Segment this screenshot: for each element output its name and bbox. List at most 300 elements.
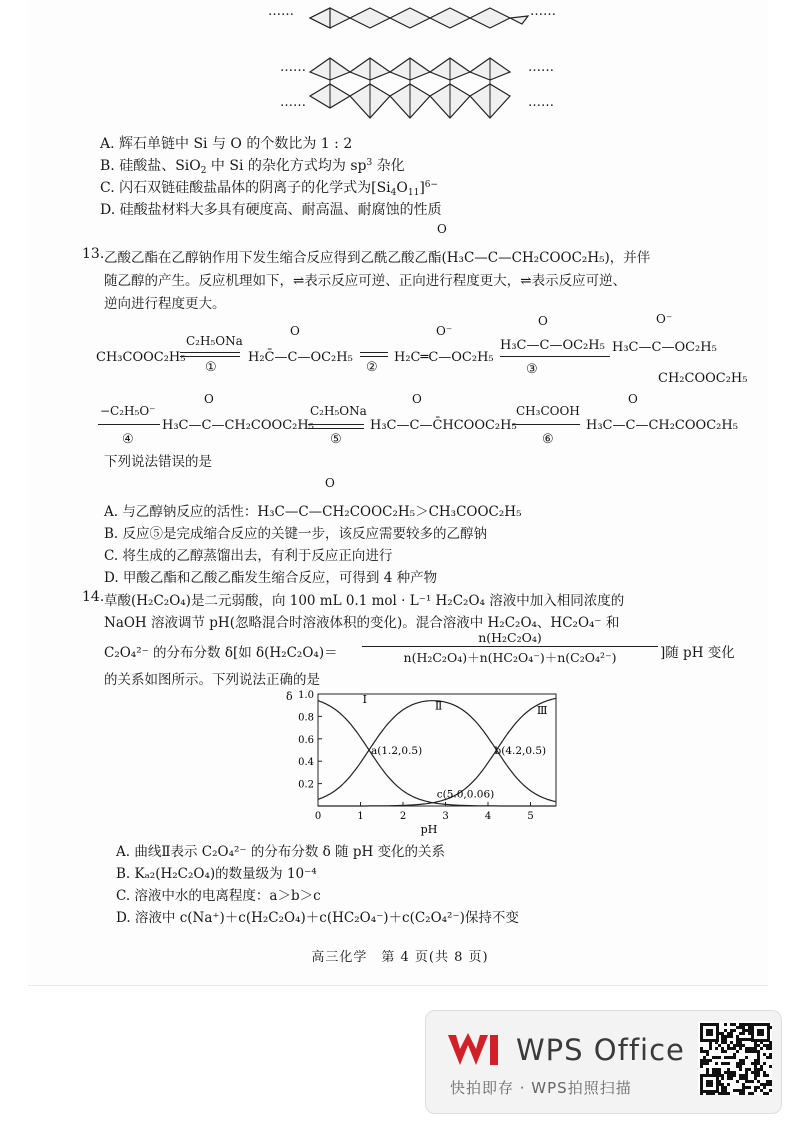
qr-module [721,1077,724,1080]
x-tick-label: 5 [527,811,534,822]
q13-option-b: B. 反应⑤是完成缩合反应的关键一步，该反应需要较多的乙醇钠 [104,526,488,542]
qr-module [769,1044,772,1047]
qr-module [766,1047,769,1050]
y-tick-label: 0.2 [298,779,314,791]
mech-step3-number: ③ [526,362,538,377]
qr-module [745,1050,748,1053]
qr-module [745,1023,748,1026]
qr-module [700,1065,703,1068]
qr-module [757,1080,760,1083]
qr-module [754,1047,757,1050]
qr-module [721,1050,724,1053]
mech-final-o: O [628,392,638,406]
qr-module [733,1047,736,1050]
qr-module [721,1074,724,1077]
qr-module [742,1092,745,1095]
qr-module [736,1044,739,1047]
qr-module [751,1080,754,1083]
qr-module [736,1026,739,1029]
qr-module [742,1077,745,1080]
qr-module [730,1023,733,1026]
qr-module [754,1065,757,1068]
qr-module [745,1077,748,1080]
qr-module [712,1068,715,1071]
qr-module [757,1056,760,1059]
qr-module [754,1062,757,1065]
qr-module [736,1041,739,1044]
q14-stem-line3-post: ]随 pH 变化 [660,645,735,661]
qr-module [754,1044,757,1047]
mech-step4-reagent: −C₂H₅O⁻ [100,404,156,418]
q13-stem-carbonyl-o: O [437,222,447,236]
mech-species-stabilized-anion: H₃C—C—C̄HCOOC₂H₅ [370,418,517,433]
qr-finder [706,1029,713,1036]
qr-module [721,1035,724,1038]
qr-module [745,1080,748,1083]
qr-module [757,1044,760,1047]
qr-module [754,1089,757,1092]
qr-module [748,1047,751,1050]
qr-module [754,1071,757,1074]
qr-module [724,1029,727,1032]
qr-module [757,1086,760,1089]
qr-module [736,1050,739,1053]
qr-module [730,1029,733,1032]
q13-stem-line2: 随乙醇的产生。反应机理如下，⇌表示反应可逆、正向进行程度更大，⇌表示反应可逆、 [104,273,627,289]
qr-module [724,1050,727,1053]
qr-module [745,1047,748,1050]
qr-module [730,1035,733,1038]
qr-module [748,1038,751,1041]
qr-module [754,1077,757,1080]
qr-module [706,1071,709,1074]
qr-module [715,1047,718,1050]
qr-module [736,1089,739,1092]
qr-module [712,1071,715,1074]
qr-module [754,1074,757,1077]
qr-module [745,1074,748,1077]
q13-option-c: C. 将生成的乙醇蒸馏出去，有利于反应正向进行 [104,548,393,564]
mech-step2-number: ② [366,360,378,375]
mech-step6-reagent: CH₃COOH [516,404,580,418]
qr-module [748,1026,751,1029]
qr-module [733,1053,736,1056]
qr-module [739,1059,742,1062]
qr-module [700,1050,703,1053]
qr-module [706,1053,709,1056]
mech-step2-arrow [360,352,388,353]
qr-module [706,1062,709,1065]
q13-option-a: A. 与乙醇钠反应的活性：H₃C—C—CH₂COOC₂H₅＞CH₃COOC₂H₅ [104,504,522,520]
q14-number: 14. [82,589,105,605]
q12-option-a: A. 辉石单链中 Si 与 O 的个数比为 1 : 2 [100,136,353,152]
qr-module [733,1044,736,1047]
qr-module [769,1047,772,1050]
q14-fraction-denominator: n(H₂C₂O₄)＋n(HC₂O₄⁻)＋n(C₂O₄²⁻) [403,650,617,665]
qr-module [724,1086,727,1089]
qr-module [721,1038,724,1041]
qr-module [739,1038,742,1041]
qr-module [736,1035,739,1038]
qr-module [727,1074,730,1077]
qr-module [706,1068,709,1071]
qr-module [733,1071,736,1074]
qr-module [757,1062,760,1065]
qr-module [742,1038,745,1041]
qr-module [739,1068,742,1071]
qr-module [760,1065,763,1068]
qr-module [757,1059,760,1062]
mech-step5-arrow [308,424,364,425]
qr-module [724,1056,727,1059]
qr-module [733,1056,736,1059]
qr-module [721,1086,724,1089]
qr-module [766,1092,769,1095]
qr-module [739,1041,742,1044]
qr-module [727,1032,730,1035]
qr-module [727,1083,730,1086]
q14-option-d: D. 溶液中 c(Na⁺)＋c(H₂C₂O₄)＋c(HC₂O₄⁻)＋c(C₂O₄²⁻)保持不变 [116,910,519,926]
qr-module [760,1047,763,1050]
qr-module [763,1086,766,1089]
qr-module [739,1074,742,1077]
mech-species-final-product: H₃C—C—CH₂COOC₂H₅ [586,418,738,433]
qr-module [727,1071,730,1074]
mech-enol-o: O⁻ [436,324,453,338]
qr-module [763,1071,766,1074]
qr-finder [706,1080,713,1087]
qr-module [700,1062,703,1065]
qr-module [724,1041,727,1044]
mech-step5-reagent: C₂H₅ONa [310,404,367,418]
mech-step5-number: ⑤ [330,432,342,447]
qr-module [763,1053,766,1056]
qr-module [763,1074,766,1077]
qr-module [709,1047,712,1050]
qr-module [745,1086,748,1089]
y-axis-label: δ [286,690,293,703]
qr-module [715,1062,718,1065]
qr-module [736,1065,739,1068]
qr-module [736,1080,739,1083]
qr-module [724,1089,727,1092]
mech-step1-reagent: C₂H₅ONa [186,334,243,348]
qr-module [721,1089,724,1092]
qr-module [748,1092,751,1095]
qr-module [721,1041,724,1044]
chain-dots-right-3: …… [528,95,554,110]
qr-finder [757,1029,764,1036]
qr-module [751,1047,754,1050]
y-tick-label: 0.6 [298,734,314,746]
distribution-chart [280,684,570,836]
qr-module [727,1044,730,1047]
qr-module [739,1062,742,1065]
qr-module [718,1071,721,1074]
qr-module [763,1044,766,1047]
qr-module [751,1062,754,1065]
q14-stem-line4: 的关系如图所示。下列说法正确的是 [104,672,320,688]
mech-species-carbanion: H₂C̄—C—OC₂H₅ [248,350,353,365]
qr-module [766,1056,769,1059]
chain-dots-left-2: …… [280,60,306,75]
chain-dots-right-2: …… [528,60,554,75]
series-label-1: Ⅰ [362,692,367,706]
qr-module [727,1068,730,1071]
qr-module [745,1068,748,1071]
qr-module [742,1059,745,1062]
qr-code-icon [698,1021,772,1095]
qr-module [760,1083,763,1086]
x-tick-label: 3 [442,811,449,822]
qr-module [757,1071,760,1074]
qr-module [763,1062,766,1065]
q12-option-d: D. 硅酸盐材料大多具有硬度高、耐高温、耐腐蚀的性质 [100,202,442,218]
qr-module [721,1083,724,1086]
q13-option-d: D. 甲酸乙酯和乙酸乙酯发生缩合反应，可得到 4 种产物 [104,570,438,586]
qr-module [709,1059,712,1062]
qr-module [721,1047,724,1050]
q14-option-b: B. Kₐ₂(H₂C₂O₄)的数量级为 10⁻⁴ [116,866,317,882]
y-tick-label: 0.4 [298,757,314,769]
qr-module [712,1056,715,1059]
qr-module [733,1089,736,1092]
qr-module [757,1074,760,1077]
qr-module [742,1062,745,1065]
qr-module [745,1029,748,1032]
mech-species-ester-reagent: H₃C—C—OC₂H₅ [500,338,605,353]
qr-module [748,1080,751,1083]
qr-module [742,1026,745,1029]
qr-module [739,1032,742,1035]
qr-module [739,1026,742,1029]
qr-module [727,1047,730,1050]
chain-dots-right-1: …… [530,4,556,19]
qr-module [703,1059,706,1062]
q14-stem-line1: 草酸(H₂C₂O₄)是二元弱酸，向 100 mL 0.1 mol · L⁻¹ H₂C₂O₄ 溶液中加入相同浓度的 [104,593,625,609]
qr-module [754,1059,757,1062]
mech-step1-arrow [180,352,240,353]
qr-module [721,1092,724,1095]
qr-module [724,1023,727,1026]
qr-module [703,1062,706,1065]
qr-module [751,1092,754,1095]
q14-option-c: C. 溶液中水的电离程度：a＞b＞c [116,888,321,904]
qr-module [745,1071,748,1074]
qr-module [718,1044,721,1047]
qr-module [769,1053,772,1056]
qr-module [745,1038,748,1041]
mech-step1-arrow-back [180,356,240,357]
qr-module [742,1023,745,1026]
mech-step6-arrow [512,424,580,425]
y-tick-label: 0.8 [298,712,314,724]
qr-module [703,1050,706,1053]
x-tick-label: 4 [484,811,492,822]
mech-enolate-o: O [290,324,300,338]
q13-number: 13. [82,246,105,262]
q13-stem-line1: 乙酸乙酯在乙醇钠作用下发生缩合反应得到乙酰乙酸乙酯(H₃C—C—CH₂COOC₂H₅)，并伴 [104,250,651,266]
qr-module [769,1089,772,1092]
qr-module [754,1068,757,1071]
q12-option-b: B. 硅酸盐、SiO$_2$ 中 Si 的杂化方式均为 $sp^3$ 杂化 [100,158,405,176]
series-label-3: Ⅲ [536,704,548,718]
q14-fraction-numerator: n(H₂C₂O₄) [478,630,542,645]
qr-module [730,1074,733,1077]
mech-step3-arrow [500,356,610,357]
qr-module [745,1056,748,1059]
x-tick-label: 1 [357,811,364,822]
qr-module [718,1056,721,1059]
qr-module [748,1068,751,1071]
qr-module [742,1029,745,1032]
qr-module [730,1032,733,1035]
qr-module [739,1044,742,1047]
qr-module [709,1044,712,1047]
qr-module [736,1062,739,1065]
chain-dots-left-3: …… [280,95,306,110]
qr-module [727,1077,730,1080]
qr-module [769,1080,772,1083]
mech-species-enolate: H₂C═C—OC₂H₅ [394,350,494,365]
qr-module [742,1086,745,1089]
qr-module [763,1083,766,1086]
qr-module [706,1059,709,1062]
qr-module [748,1023,751,1026]
qr-module [742,1032,745,1035]
qr-module [733,1023,736,1026]
qr-module [766,1080,769,1083]
qr-module [706,1050,709,1053]
qr-module [754,1086,757,1089]
qr-module [733,1029,736,1032]
qr-module [700,1059,703,1062]
mech-step4-arrow [98,424,160,425]
mech-product-o: O [204,392,214,406]
qr-module [763,1092,766,1095]
qr-module [760,1068,763,1071]
series-label-2: Ⅱ [434,699,443,713]
qr-module [724,1038,727,1041]
qr-module [748,1032,751,1035]
qr-module [742,1074,745,1077]
qr-module [757,1053,760,1056]
page-footer: 高三化学 第 4 页(共 8 页) [311,950,489,965]
qr-module [766,1044,769,1047]
qr-module [721,1062,724,1065]
mech-step1-number: ① [205,360,217,375]
qr-module [718,1068,721,1071]
qr-module [769,1056,772,1059]
qr-module [742,1083,745,1086]
qr-module [730,1047,733,1050]
qr-module [748,1029,751,1032]
qr-module [736,1038,739,1041]
x-tick-label: 2 [399,811,407,822]
wps-watermark [425,1010,782,1114]
q14-stem-line2: NaOH 溶液调节 pH(忽略混合时溶液体积的变化)。混合溶液中 H₂C₂O₄、HC₂O₄⁻ 和 [104,615,620,631]
q14-option-a: A. 曲线Ⅱ表示 C₂O₄²⁻ 的分布分数 δ 随 pH 变化的关系 [116,844,446,860]
mech-carbanion-o: O [412,392,422,406]
annotation-3: c(5.0,0.06) [436,788,495,801]
qr-module [757,1068,760,1071]
q12-option-c: C. 闪石双链硅酸盐晶体的阴离子的化学式为$[Si_4O_{11}]^{6-}$ [100,180,439,198]
qr-module [727,1092,730,1095]
qr-module [727,1062,730,1065]
x-tick-label: 0 [314,811,322,822]
qr-module [730,1041,733,1044]
qr-module [742,1044,745,1047]
qr-module [739,1077,742,1080]
qr-module [748,1050,751,1053]
qr-module [733,1074,736,1077]
y-tick-label: 1.0 [298,690,314,701]
qr-module [742,1089,745,1092]
q13-option-a-o: O [325,476,335,490]
qr-module [760,1089,763,1092]
qr-module [766,1074,769,1077]
qr-module [739,1047,742,1050]
qr-module [754,1050,757,1053]
mech-step4-number: ④ [122,432,134,447]
wps-slogan: 快拍即存 · WPS拍照扫描 [450,1079,632,1097]
qr-module [715,1068,718,1071]
mech-step3-o: O [538,314,548,328]
qr-module [715,1071,718,1074]
chain-dots-left-1: …… [268,4,294,19]
qr-module [724,1062,727,1065]
annotation-2: b(4.2,0.5) [494,745,547,757]
qr-module [769,1065,772,1068]
q13-question: 下列说法错误的是 [104,454,212,470]
q14-stem-line3-pre: C₂O₄²⁻ 的分布分数 δ[如 δ(H₂C₂O₄)＝ [104,645,338,661]
qr-module [751,1071,754,1074]
qr-module [724,1092,727,1095]
x-axis-label: pH [420,823,438,836]
qr-module [727,1035,730,1038]
qr-module [739,1092,742,1095]
wps-logo-icon [446,1031,508,1069]
qr-module [703,1056,706,1059]
qr-module [724,1071,727,1074]
mech-species-ethyl-acetate: CH₃COOC₂H₅ [96,350,186,365]
qr-module [748,1086,751,1089]
mech-species-tetrahedral-branch: CH₂COOC₂H₅ [658,371,748,386]
qr-module [739,1065,742,1068]
q13-stem-line3: 逆向进行程度更大。 [104,296,226,312]
qr-module [730,1056,733,1059]
mech-step2-arrow-back [360,356,388,357]
qr-module [721,1032,724,1035]
qr-module [700,1047,703,1050]
qr-module [757,1050,760,1053]
qr-module [739,1089,742,1092]
qr-module [730,1071,733,1074]
mech-step5-arrow-back [308,428,364,429]
qr-module [739,1023,742,1026]
qr-module [724,1035,727,1038]
qr-module [751,1050,754,1053]
wps-brand: WPS Office [516,1033,685,1067]
mech-species-tetrahedral: H₃C—C—OC₂H₅ [612,340,717,355]
mech-species-acetoacetate: H₃C—C—CH₂COOC₂H₅ [162,418,314,433]
qr-module [730,1077,733,1080]
annotation-1: a(1.2,0.5) [371,745,423,757]
mech-tetrahedral-o: O⁻ [656,312,673,326]
qr-module [766,1083,769,1086]
tetrahedra-diagram [300,0,530,130]
q14-fraction [362,630,658,666]
